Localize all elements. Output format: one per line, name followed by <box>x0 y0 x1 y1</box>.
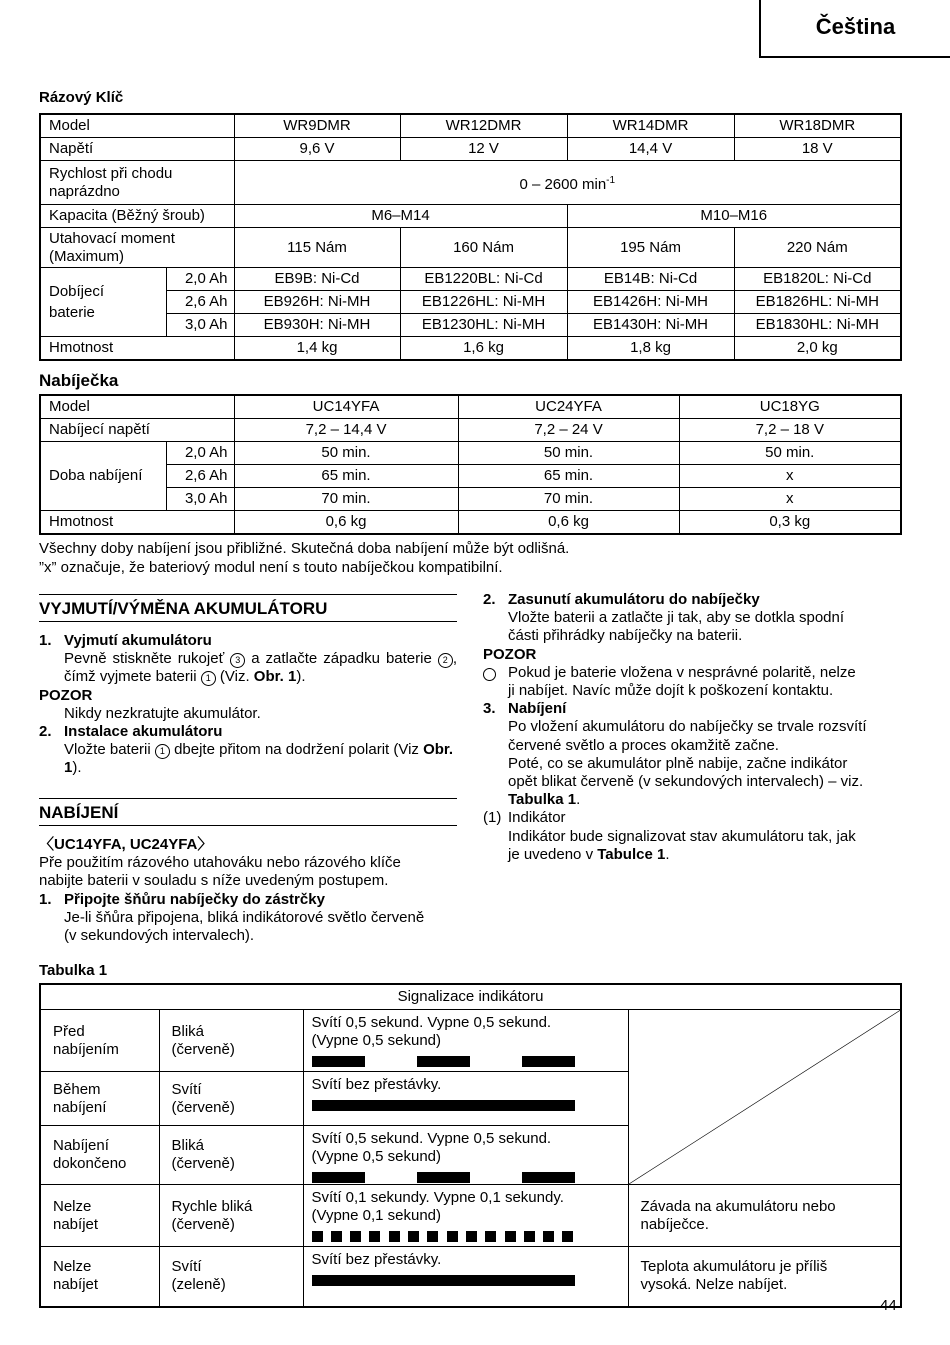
intro-line: Pře použitím rázového utahováku nebo rázového klíče <box>39 854 401 872</box>
text-span: ). <box>296 668 306 686</box>
signal-bar <box>562 1231 573 1242</box>
caution-label: POZOR <box>483 645 537 663</box>
list-item <box>483 700 901 809</box>
text-span: (Viz. <box>219 668 250 686</box>
state-cell <box>40 1185 159 1247</box>
note-cell <box>628 1247 901 1307</box>
signal-cell <box>303 1126 628 1185</box>
text-span: ). <box>72 759 82 777</box>
table-ref: Tabulce 1 <box>597 845 666 863</box>
table-row <box>40 114 901 138</box>
sub-label: 2,6 Ah <box>166 291 234 314</box>
table-cell: 7,2 – 14,4 V <box>234 419 458 442</box>
table-cell: 12 V <box>400 138 567 161</box>
sub-label: 3,0 Ah <box>166 314 234 337</box>
cell-line: Během <box>53 1080 101 1098</box>
signal-cell <box>303 1185 628 1247</box>
row-label: Hmotnost <box>40 337 234 361</box>
item-title: Připojte šňůru nabíječky do zástrčky <box>64 890 325 908</box>
cell-line: Rychle bliká <box>171 1197 253 1215</box>
signal-bar <box>522 1056 575 1067</box>
table-cell: EB1426H: Ni-MH <box>567 291 734 314</box>
table-ref: Tabulka 1 <box>508 791 577 809</box>
item-text: Poté, co se akumulátor plně nabije, začne indikátor <box>508 754 848 772</box>
signal-bar <box>427 1231 438 1242</box>
cell-line: Bliká <box>171 1022 205 1040</box>
table-row <box>40 337 901 361</box>
callout-2-icon: 2 <box>438 653 453 668</box>
table-cell: EB1430H: Ni-MH <box>567 314 734 337</box>
item-number: 1. <box>39 890 52 908</box>
table-cell: EB1826HL: Ni-MH <box>734 291 901 314</box>
table-cell: 220 Nám <box>734 228 901 268</box>
row-label: Hmotnost <box>40 511 234 535</box>
cell-line: dokončeno <box>53 1155 127 1172</box>
table-cell: 7,2 – 24 V <box>458 419 679 442</box>
cell-line: (červeně) <box>171 1040 235 1058</box>
cell-line: Nelze <box>53 1258 92 1276</box>
table-cell: 2,0 kg <box>734 337 901 361</box>
label-line: baterie <box>49 303 95 321</box>
sub-label: 2,0 Ah <box>166 268 234 291</box>
signal-bar <box>522 1172 575 1183</box>
cell-line: (Vypne 0,5 sekund) <box>311 1148 442 1165</box>
light-cell <box>159 1185 303 1247</box>
signal-bar <box>408 1231 419 1242</box>
table-row <box>40 291 901 314</box>
item-number: 2. <box>39 723 52 741</box>
cell-line: Svítí bez přestávky. <box>311 1076 442 1093</box>
charging-section-right <box>483 591 901 864</box>
signal-bar <box>417 1056 470 1067</box>
text-span: Vložte baterii <box>64 741 151 759</box>
indicator-table <box>39 983 902 1308</box>
callout-1-icon: 1 <box>155 744 170 759</box>
table-row <box>40 138 901 161</box>
table-cell: 1,6 kg <box>400 337 567 361</box>
table-cell: 0,3 kg <box>679 511 901 535</box>
table-cell: 1,8 kg <box>567 337 734 361</box>
cell-line: Nabíjení <box>53 1137 109 1154</box>
table-row <box>40 395 901 419</box>
caution-text: Pokud je baterie vložena v nesprávné polaritě, nelze <box>508 663 856 681</box>
table-cell: x <box>679 488 901 511</box>
speed-value: 0 – 2600 min <box>519 175 607 193</box>
cell-line: Teplota akumulátoru je příliš <box>640 1258 828 1276</box>
table-cell: EB1830HL: Ni-MH <box>734 314 901 337</box>
signal-pattern <box>312 1172 620 1184</box>
signal-bar <box>524 1231 535 1242</box>
sub-label: 3,0 Ah <box>166 488 234 511</box>
table-cell: EB1820L: Ni-Cd <box>734 268 901 291</box>
table-cell: 70 min. <box>234 488 458 511</box>
state-cell <box>40 1126 159 1185</box>
charger-note-2: ”x” označuje, že bateriový modul není s touto nabíječkou kompatibilní. <box>39 559 503 576</box>
cell-line: Svítí <box>171 1080 202 1098</box>
signal-bar <box>447 1231 458 1242</box>
cell-line: Svítí bez přestávky. <box>311 1251 442 1268</box>
item-text: části přihrádky nabíječky na baterii. <box>508 627 743 645</box>
row-label <box>40 268 166 337</box>
cell-line: Závada na akumulátoru nebo <box>640 1197 836 1215</box>
text-span: , čímž vyjmete baterii <box>64 650 457 686</box>
callout-3-icon: 3 <box>230 653 245 668</box>
charger-note-1: Všechny doby nabíjení jsou přibližné. Skutečná doba nabíjení může být odlišná. <box>39 540 570 557</box>
list-item <box>483 809 901 864</box>
item-text: červené světlo a proces okamžitě začne. <box>508 736 779 754</box>
light-cell <box>159 1072 303 1126</box>
row-label: Model <box>40 395 234 419</box>
text-span: dbejte přitom na dodržení polarit (Viz <box>174 741 419 759</box>
cell-line: Před <box>53 1022 85 1040</box>
table-cell: WR9DMR <box>234 114 400 138</box>
section-title-removal: VYJMUTÍ/VÝMĚNA AKUMULÁTORU <box>39 594 457 622</box>
item-text: Indikátor bude signalizovat stav akumulátoru tak, jak <box>508 827 856 845</box>
text-span: . <box>576 791 581 809</box>
cell-line: nabíjením <box>53 1040 119 1058</box>
signal-bar <box>369 1231 380 1242</box>
signal-pattern <box>312 1231 620 1243</box>
table-row <box>40 314 901 337</box>
state-cell <box>40 1247 159 1307</box>
note-cell <box>628 1185 901 1247</box>
cell-line: nabíječce. <box>640 1215 709 1233</box>
label-line: Utahovací moment <box>49 229 175 247</box>
item-text <box>64 741 457 777</box>
row-label: Kapacita (Běžný šroub) <box>40 205 234 228</box>
table-cell: EB9B: Ni-Cd <box>234 268 400 291</box>
item-text: Po vložení akumulátoru do nabíječky se trvale rozsvítí <box>508 718 867 736</box>
list-item <box>39 723 457 778</box>
item-title: Instalace akumulátoru <box>64 723 223 741</box>
signal-bar <box>485 1231 496 1242</box>
cell-line: (červeně) <box>171 1098 235 1116</box>
circle-bullet-icon <box>483 668 496 681</box>
signal-bar <box>312 1231 323 1242</box>
signal-pattern <box>312 1056 620 1068</box>
diagonal-line-icon <box>629 1010 901 1184</box>
list-item <box>39 891 457 946</box>
item-text <box>508 846 901 864</box>
item-text: (v sekundových intervalech). <box>64 927 255 945</box>
signal-bar <box>312 1100 575 1111</box>
removal-section <box>39 632 457 778</box>
table-cell <box>234 161 901 205</box>
intro-line: nabijte baterii v souladu s níže uvedeným postupem. <box>39 872 389 890</box>
table-row <box>40 465 901 488</box>
signal-bar <box>312 1172 365 1183</box>
table-row <box>40 161 901 205</box>
table-cell: EB1226HL: Ni-MH <box>400 291 567 314</box>
table-cell: EB14B: Ni-Cd <box>567 268 734 291</box>
cell-line: (červeně) <box>171 1155 235 1172</box>
table-row <box>40 205 901 228</box>
caution-text: ji nabíjet. Navíc může dojít k poškození kontaktu. <box>508 682 834 700</box>
table-cell: EB1230HL: Ni-MH <box>400 314 567 337</box>
row-label: Model <box>40 114 234 138</box>
signal-bar <box>350 1231 361 1242</box>
table-cell: WR12DMR <box>400 114 567 138</box>
table-cell: x <box>679 465 901 488</box>
table-row <box>40 1010 901 1072</box>
wrench-title: Rázový Klíč <box>39 89 124 106</box>
signal-cell <box>303 1072 628 1126</box>
row-label <box>40 161 234 205</box>
sub-label: 2,6 Ah <box>166 465 234 488</box>
item-title: Vyjmutí akumulátoru <box>64 632 212 649</box>
figure-ref: Obr. 1 <box>64 741 454 777</box>
charger-spec-table <box>39 394 902 535</box>
signal-bar <box>417 1172 470 1183</box>
cell-line: (Vypne 0,5 sekund) <box>311 1032 442 1049</box>
item-number: 1. <box>39 632 52 649</box>
table-cell: WR18DMR <box>734 114 901 138</box>
item-number: 3. <box>483 700 496 718</box>
table-row <box>40 984 901 1010</box>
language-label: Čeština <box>815 14 896 39</box>
table-cell: 50 min. <box>679 442 901 465</box>
table-cell: WR14DMR <box>567 114 734 138</box>
item-number: 2. <box>483 591 496 608</box>
cell-line: (červeně) <box>171 1215 235 1233</box>
caution-text: Nikdy nezkratujte akumulátor. <box>64 704 261 722</box>
text-span: je uvedeno v <box>508 845 594 863</box>
cell-line: vysoká. Nelze nabíjet. <box>640 1276 788 1294</box>
signal-bar <box>543 1231 554 1242</box>
table-cell: UC24YFA <box>458 395 679 419</box>
table-cell: 1,4 kg <box>234 337 400 361</box>
caution-item <box>483 664 901 700</box>
state-cell <box>40 1072 159 1126</box>
table-row <box>40 1185 901 1247</box>
text-span: a zatlačte západku baterie <box>251 650 432 668</box>
signal-bar <box>389 1231 400 1242</box>
table-cell: EB930H: Ni-MH <box>234 314 400 337</box>
table-cell: 50 min. <box>234 442 458 465</box>
speed-exponent: -1 <box>606 174 616 186</box>
cell-line: (Vypne 0,1 sekund) <box>311 1207 442 1224</box>
signal-bar <box>312 1275 575 1286</box>
item-number: (1) <box>483 809 502 827</box>
table-cell: 65 min. <box>458 465 679 488</box>
table-row <box>40 228 901 268</box>
row-label: Napětí <box>40 138 234 161</box>
signal-bar <box>331 1231 342 1242</box>
label-line: Rychlost při chodu <box>49 164 173 182</box>
table-cell: 0,6 kg <box>234 511 458 535</box>
item-title: Indikátor <box>508 809 566 827</box>
table-cell: 7,2 – 18 V <box>679 419 901 442</box>
cell-line: Svítí <box>171 1258 202 1276</box>
signal-bar <box>466 1231 477 1242</box>
table-row <box>40 488 901 511</box>
table-cell: EB926H: Ni-MH <box>234 291 400 314</box>
charging-section-left <box>39 836 457 945</box>
item-text: opět blikat červeně (v sekundových intervalech) – viz. <box>508 773 864 791</box>
table-row <box>40 442 901 465</box>
table-cell: UC18YG <box>679 395 901 419</box>
table-cell: 160 Nám <box>400 228 567 268</box>
cell-line: Svítí 0,1 sekundy. Vypne 0,1 sekundy. <box>311 1189 564 1206</box>
row-label: Doba nabíjení <box>40 442 166 511</box>
signal-bar <box>312 1056 365 1067</box>
table-cell: M6–M14 <box>234 205 567 228</box>
table-row <box>40 1247 901 1307</box>
item-text <box>64 650 457 686</box>
cell-line: nabíjení <box>53 1098 107 1116</box>
table-cell: 70 min. <box>458 488 679 511</box>
cell-line: Bliká <box>171 1137 205 1154</box>
page-number: 44 <box>880 1297 897 1314</box>
language-tab <box>759 0 950 58</box>
item-title: Nabíjení <box>508 700 567 718</box>
table-cell: UC14YFA <box>234 395 458 419</box>
table-row <box>40 511 901 535</box>
item-text: Je-li šňůra připojena, bliká indikátorové světlo červeně <box>64 908 425 926</box>
table-cell: 115 Nám <box>234 228 400 268</box>
signal-cell <box>303 1247 628 1307</box>
state-cell <box>40 1010 159 1072</box>
row-label: Nabíjecí napětí <box>40 419 234 442</box>
table1-caption: Tabulka 1 <box>39 962 108 979</box>
cell-line: nabíjet <box>53 1276 99 1294</box>
callout-1-icon: 1 <box>201 671 216 686</box>
empty-diagonal-cell <box>628 1010 901 1185</box>
row-label <box>40 228 234 268</box>
light-cell <box>159 1010 303 1072</box>
item-text: Vložte baterii a zatlačte ji tak, aby se dotkla spodní <box>508 609 845 627</box>
charger-title: Nabíječka <box>39 371 119 390</box>
cell-line: Svítí 0,5 sekund. Vypne 0,5 sekund. <box>311 1130 552 1147</box>
table-cell: M10–M16 <box>567 205 901 228</box>
label-line: naprázdno <box>49 182 120 200</box>
cell-line: Svítí 0,5 sekund. Vypne 0,5 sekund. <box>311 1014 552 1031</box>
label-line: Dobíjecí <box>49 282 105 300</box>
text-span: . <box>665 845 670 863</box>
item-title: Zasunutí akumulátoru do nabíječky <box>508 591 760 608</box>
table-cell: EB1220BL: Ni-Cd <box>400 268 567 291</box>
signal-pattern <box>312 1275 620 1287</box>
list-item <box>39 632 457 687</box>
cell-line: nabíjet <box>53 1215 99 1233</box>
wrench-spec-table <box>39 113 902 361</box>
table-cell: 0,6 kg <box>458 511 679 535</box>
table-cell: 14,4 V <box>567 138 734 161</box>
signal-bar <box>505 1231 516 1242</box>
cell-line: Nelze <box>53 1197 92 1215</box>
table-cell: 9,6 V <box>234 138 400 161</box>
figure-ref: Obr. 1 <box>253 668 297 686</box>
table-row <box>40 268 901 291</box>
table-cell: 18 V <box>734 138 901 161</box>
table-row <box>40 419 901 442</box>
light-cell <box>159 1247 303 1307</box>
sub-label: 2,0 Ah <box>166 442 234 465</box>
list-item <box>483 591 901 646</box>
charger-models: 〈UC14YFA, UC24YFA〉 <box>39 836 213 853</box>
table-cell: 65 min. <box>234 465 458 488</box>
signal-cell <box>303 1010 628 1072</box>
cell-line: (zeleně) <box>171 1276 226 1294</box>
label-line: (Maximum) <box>49 247 124 265</box>
table-cell: 50 min. <box>458 442 679 465</box>
table-header: Signalizace indikátoru <box>40 984 901 1010</box>
caution-label: POZOR <box>39 686 93 704</box>
section-title-charging: NABÍJENÍ <box>39 798 457 826</box>
item-text <box>508 791 901 809</box>
text-span: Pevně stiskněte rukojeť <box>64 650 225 668</box>
light-cell <box>159 1126 303 1185</box>
table-cell: 195 Nám <box>567 228 734 268</box>
signal-pattern <box>312 1100 620 1112</box>
